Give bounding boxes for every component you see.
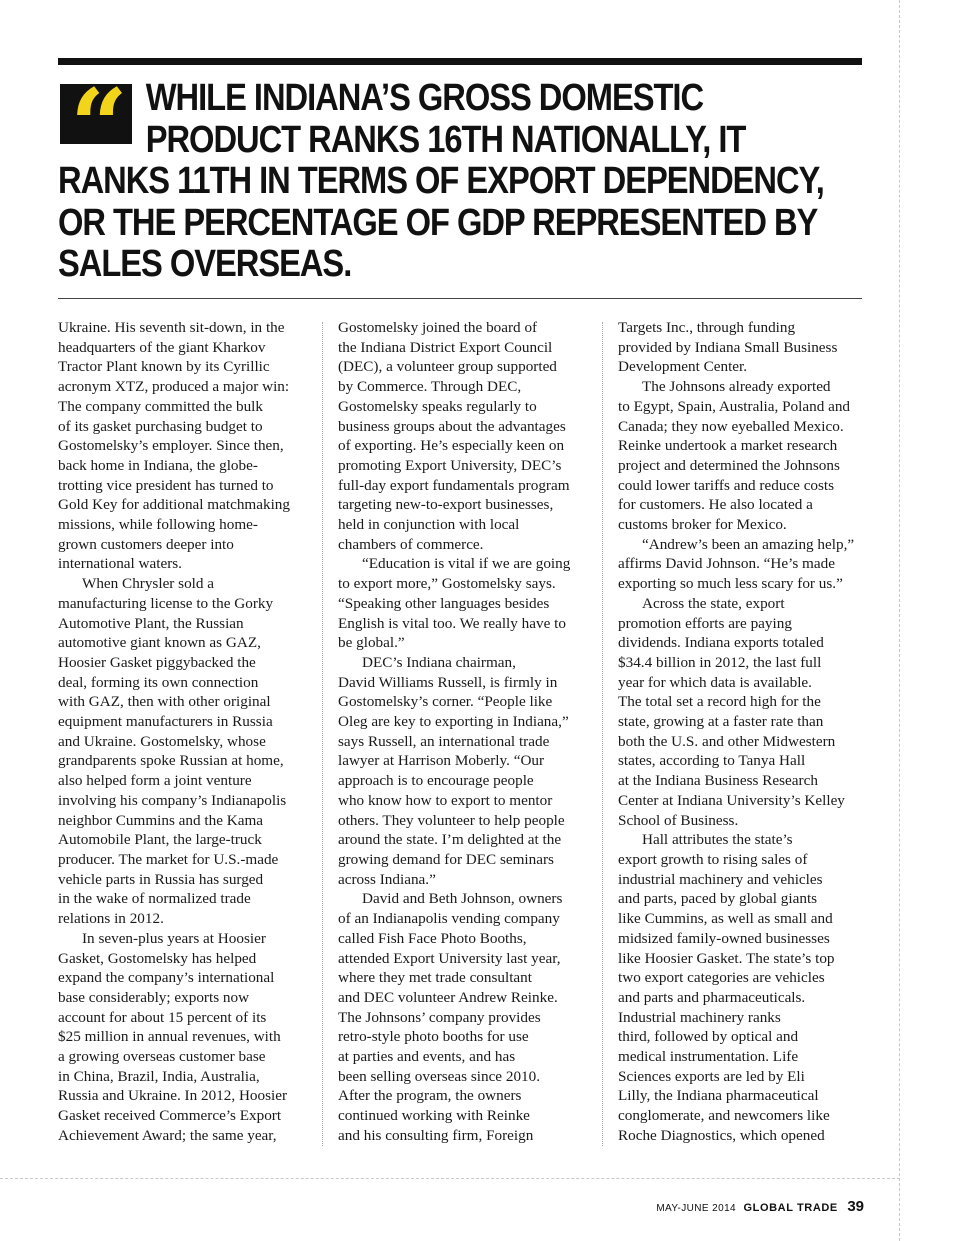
- body-text-line: neighbor Cummins and the Kama: [58, 811, 263, 829]
- pull-quote-line: SALES OVERSEAS.: [58, 243, 352, 285]
- body-text-line: Ukraine. His seventh sit-down, in the: [58, 319, 285, 336]
- pull-quote: [58, 77, 824, 286]
- pull-quote-line: PRODUCT RANKS 16TH NATIONALLY, IT: [145, 118, 746, 161]
- body-text-line: expand the company’s international: [58, 969, 275, 987]
- quote-mark-glyph: “: [70, 84, 122, 144]
- page-footer: [656, 1198, 864, 1216]
- body-text-line: Development Center.: [618, 358, 748, 376]
- footer-trim-line: [0, 1178, 900, 1179]
- body-text-line: at the Indiana Business Research: [618, 772, 818, 790]
- body-text-line: vehicle parts in Russia has surged: [58, 870, 264, 888]
- body-text-line: producer. The market for U.S.-made: [58, 850, 279, 868]
- body-text-line: and parts and pharmaceuticals.: [618, 988, 806, 1006]
- body-text-line: dividends. Indiana exports totaled: [618, 634, 824, 652]
- body-text-line: customs broker for Mexico.: [618, 516, 787, 534]
- body-text-line: lawyer at Harrison Moberly. “Our: [338, 752, 545, 770]
- body-text-line: growing demand for DEC seminars: [338, 850, 554, 868]
- body-text-line: held in conjunction with local: [338, 516, 520, 534]
- body-text-line: promotion efforts are paying: [618, 614, 792, 632]
- body-text-line: In seven-plus years at Hoosier: [82, 929, 266, 947]
- column-divider: [602, 322, 603, 1146]
- body-column-3: [618, 318, 880, 1146]
- footer-magazine-name: GLOBAL TRADE: [743, 1202, 838, 1214]
- pull-quote-line: WHILE INDIANA’S GROSS DOMESTIC: [145, 77, 704, 119]
- body-text-line: Gostomelsky joined the board of: [338, 319, 538, 336]
- body-text-line: project and determined the Johnsons: [618, 456, 840, 474]
- body-text-line: account for about 15 percent of its: [58, 1008, 267, 1026]
- body-text-line: business groups about the advantages: [338, 417, 566, 435]
- body-text-line: Industrial machinery ranks: [618, 1008, 781, 1026]
- body-text-line: Canada; they now eyeballed Mexico.: [618, 417, 844, 435]
- body-text-line: with GAZ, then with other original: [58, 693, 271, 711]
- body-text-line: international waters.: [58, 555, 182, 573]
- body-text-line: a growing overseas customer base: [58, 1048, 266, 1066]
- body-text-line: Reinke undertook a market research: [618, 437, 838, 455]
- body-text-line: promoting Export University, DEC’s: [338, 456, 562, 474]
- body-text-line: Oleg are key to exporting in Indiana,”: [338, 713, 569, 731]
- body-text-line: provided by Indiana Small Business: [618, 338, 838, 356]
- body-text-line: The total set a record high for the: [618, 693, 821, 711]
- body-text-line: Automobile Plant, the large-truck: [58, 831, 262, 849]
- body-text-line: DEC’s Indiana chairman,: [362, 653, 516, 671]
- pull-quote-line: OR THE PERCENTAGE OF GDP REPRESENTED BY: [58, 201, 818, 244]
- body-text-line: Hall attributes the state’s: [642, 831, 793, 849]
- body-column-2: [338, 318, 600, 1146]
- body-text-line: David Williams Russell, is firmly in: [338, 673, 558, 691]
- body-text-line: approach is to encourage people: [338, 772, 534, 790]
- body-text-line: grown customers deeper into: [58, 535, 234, 553]
- body-text-line: The Johnsons’ company provides: [338, 1008, 541, 1026]
- body-text-line: $25 million in annual revenues, with: [58, 1028, 281, 1046]
- body-text-line: says Russell, an international trade: [338, 732, 550, 750]
- body-text-line: and his consulting firm, Foreign: [338, 1126, 534, 1144]
- body-text-line: Sciences exports are led by Eli: [618, 1067, 805, 1085]
- column-divider: [322, 322, 323, 1146]
- body-text-line: at parties and events, and has: [338, 1048, 516, 1066]
- body-text-line: English is vital too. We really have to: [338, 614, 566, 632]
- body-text-line: Hoosier Gasket piggybacked the: [58, 653, 256, 671]
- pull-quote-top-bar: [58, 58, 862, 65]
- body-text-line: in the wake of normalized trade: [58, 890, 251, 908]
- body-text-line: involving his company’s Indianapolis: [58, 791, 287, 809]
- body-text-line: The Johnsons already exported: [642, 378, 831, 396]
- body-text-line: automotive giant known as GAZ,: [58, 634, 261, 652]
- body-text-line: (DEC), a volunteer group supported: [338, 358, 557, 376]
- body-text-line: and Ukraine. Gostomelsky, whose: [58, 732, 266, 750]
- body-text-line: also helped form a joint venture: [58, 772, 252, 790]
- body-text-line: export growth to rising sales of: [618, 850, 808, 868]
- pull-quote-divider: [58, 298, 862, 299]
- footer-page-number: 39: [847, 1198, 864, 1215]
- body-text-line: Tractor Plant known by its Cyrillic: [58, 358, 270, 376]
- body-text-line: Gold Key for additional matchmaking: [58, 496, 290, 514]
- body-text-line: manufacturing license to the Gorky: [58, 594, 274, 612]
- body-text-line: continued working with Reinke: [338, 1107, 530, 1125]
- body-text-line: like Cummins, as well as small and: [618, 910, 833, 928]
- body-text-line: Gostomelsky’s employer. Since then,: [58, 437, 284, 455]
- body-text-line: targeting new-to-export businesses,: [338, 496, 554, 514]
- body-text-line: to export more,” Gostomelsky says.: [338, 575, 556, 593]
- body-text-line: industrial machinery and vehicles: [618, 870, 823, 888]
- body-text-line: across Indiana.”: [338, 870, 436, 888]
- body-text-line: David and Beth Johnson, owners: [362, 890, 563, 908]
- body-text-line: both the U.S. and other Midwestern: [618, 732, 836, 750]
- body-text-line: and parts, paced by global giants: [618, 890, 818, 908]
- body-text-line: trotting vice president has turned to: [58, 476, 274, 494]
- body-text-line: grandparents spoke Russian at home,: [58, 752, 284, 770]
- body-text-line: attended Export University last year,: [338, 949, 561, 967]
- body-text-line: like Hoosier Gasket. The state’s top: [618, 949, 835, 967]
- body-text-line: Across the state, export: [642, 594, 785, 612]
- body-text-line: to Egypt, Spain, Australia, Poland and: [618, 397, 851, 415]
- body-text-line: retro-style photo booths for use: [338, 1028, 529, 1046]
- body-text-line: Automotive Plant, the Russian: [58, 614, 244, 632]
- body-text-line: When Chrysler sold a: [82, 575, 215, 593]
- body-text-line: missions, while following home-: [58, 516, 258, 534]
- body-text-line: Targets Inc., through funding: [618, 319, 796, 336]
- body-text-line: third, followed by optical and: [618, 1028, 799, 1046]
- body-text-line: year for which data is available.: [618, 673, 812, 691]
- page-trim-line: [899, 0, 900, 1241]
- body-text-line: The company committed the bulk: [58, 397, 263, 415]
- body-text-line: Achievement Award; the same year,: [58, 1126, 277, 1144]
- body-text-line: two export categories are vehicles: [618, 969, 825, 987]
- pull-quote-line: RANKS 11TH IN TERMS OF EXPORT DEPENDENCY,: [58, 160, 824, 202]
- body-text-line: been selling overseas since 2010.: [338, 1067, 541, 1085]
- body-text-line: Gostomelsky’s corner. “People like: [338, 693, 553, 711]
- body-text-line: Roche Diagnostics, which opened: [618, 1126, 825, 1144]
- body-text-line: School of Business.: [618, 811, 739, 829]
- body-text-line: relations in 2012.: [58, 910, 164, 928]
- body-text-line: of an Indianapolis vending company: [338, 910, 560, 928]
- body-text-line: Gasket received Commerce’s Export: [58, 1107, 282, 1125]
- body-text-line: midsized family-owned businesses: [618, 929, 830, 947]
- body-text-line: and DEC volunteer Andrew Reinke.: [338, 988, 558, 1006]
- body-text-line: Russia and Ukraine. In 2012, Hoosier: [58, 1087, 288, 1105]
- body-text-line: of its gasket purchasing budget to: [58, 417, 263, 435]
- body-text-line: base considerably; exports now: [58, 988, 250, 1006]
- body-text-line: back home in Indiana, the globe-: [58, 456, 258, 474]
- body-text-line: called Fish Face Photo Booths,: [338, 929, 527, 947]
- footer-issue-date: MAY-JUNE 2014: [656, 1203, 737, 1214]
- body-text-line: who know how to export to mentor: [338, 791, 553, 809]
- body-text-line: states, according to Tanya Hall: [618, 752, 806, 770]
- body-text-line: medical instrumentation. Life: [618, 1048, 799, 1066]
- body-column-1: [58, 318, 320, 1146]
- body-text-line: exporting so much less scary for us.”: [618, 575, 843, 593]
- body-text-line: “Education is vital if we are going: [362, 555, 571, 573]
- body-text-line: headquarters of the giant Kharkov: [58, 338, 266, 356]
- body-text-line: affirms David Johnson. “He’s made: [618, 555, 835, 573]
- body-text-line: where they met trade consultant: [338, 969, 532, 987]
- body-text-line: After the program, the owners: [338, 1087, 522, 1105]
- body-text-line: acronym XTZ, produced a major win:: [58, 378, 290, 396]
- body-text-line: be global.”: [338, 634, 405, 652]
- body-text-line: the Indiana District Export Council: [338, 338, 553, 356]
- body-text-line: Center at Indiana University’s Kelley: [618, 791, 845, 809]
- body-text-line: Gostomelsky speaks regularly to: [338, 397, 537, 415]
- body-text-line: by Commerce. Through DEC,: [338, 378, 522, 396]
- body-text-line: full-day export fundamentals program: [338, 476, 570, 494]
- body-text-line: of exporting. He’s especially keen on: [338, 437, 565, 455]
- body-text-line: around the state. I’m delighted at the: [338, 831, 562, 849]
- body-text-line: in China, Brazil, India, Australia,: [58, 1067, 260, 1085]
- body-text-line: Lilly, the Indiana pharmaceutical: [618, 1087, 819, 1105]
- body-text-line: equipment manufacturers in Russia: [58, 713, 273, 731]
- body-text-line: state, growing at a faster rate than: [618, 713, 824, 731]
- body-text-line: could lower tariffs and reduce costs: [618, 476, 835, 494]
- body-text-line: deal, forming its own connection: [58, 673, 259, 691]
- body-text-line: others. They volunteer to help people: [338, 811, 565, 829]
- body-text-line: conglomerate, and newcomers like: [618, 1107, 830, 1125]
- body-text-line: “Speaking other languages besides: [338, 594, 550, 612]
- body-text-line: “Andrew’s been an amazing help,”: [642, 535, 855, 553]
- body-text-line: for customers. He also located a: [618, 496, 813, 514]
- body-text-line: $34.4 billion in 2012, the last full: [618, 653, 822, 671]
- body-text-line: Gasket, Gostomelsky has helped: [58, 949, 257, 967]
- body-text-line: chambers of commerce.: [338, 535, 484, 553]
